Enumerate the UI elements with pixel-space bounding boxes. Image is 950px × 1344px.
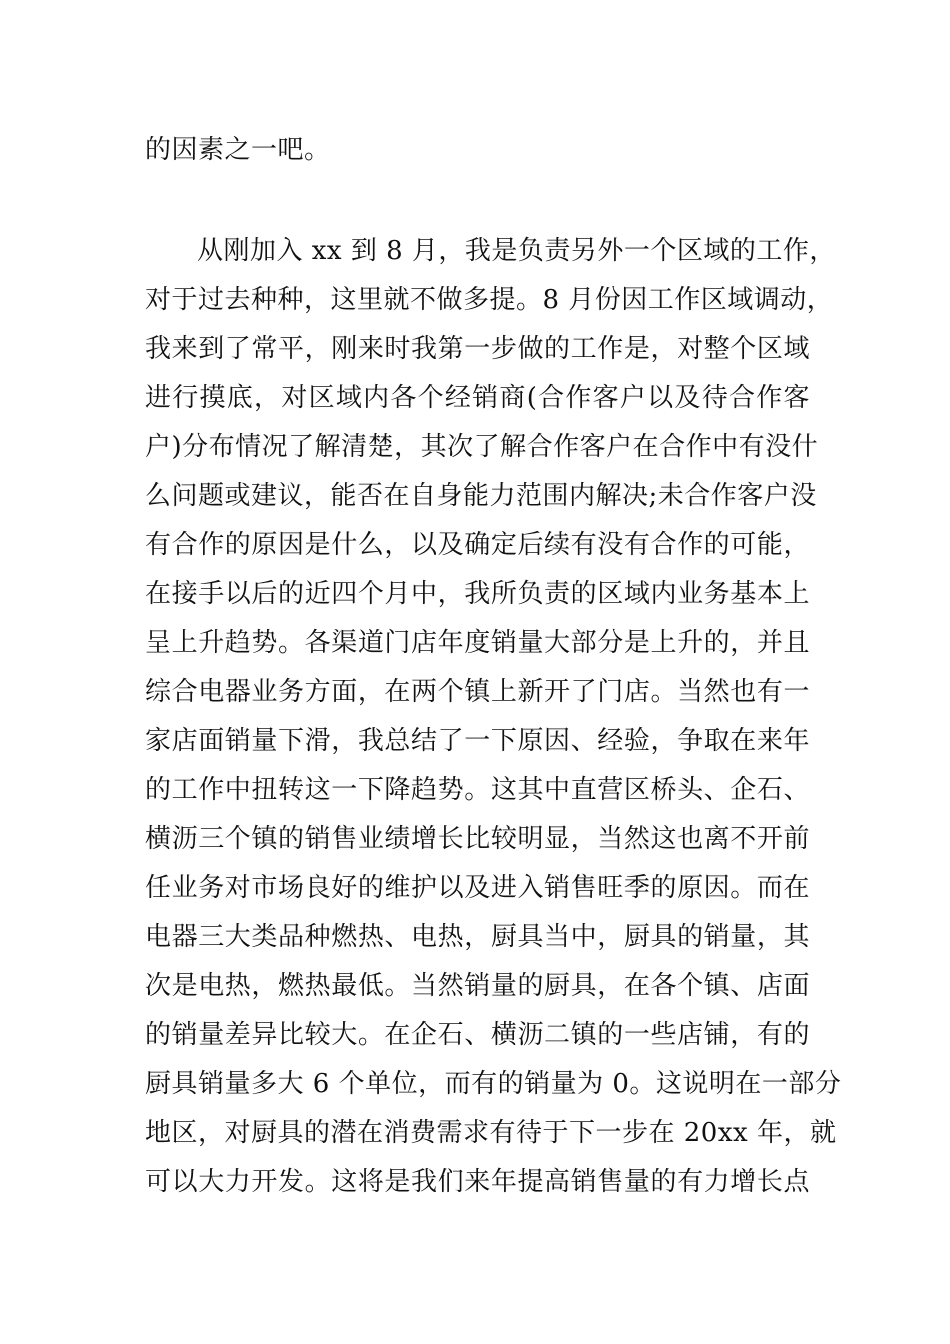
- text-line-1: 的因素之一吧。: [145, 135, 331, 165]
- text-line-12: 家店面销量下滑，我总结了一下原因、经验，争取在来年: [145, 726, 810, 756]
- text-line-2: 从刚加入 xx 到 8 月，我是负责另外一个区域的工作，: [197, 236, 836, 266]
- text-line-3: 对于过去种种，这里就不做多提。8 月份因工作区域调动，: [145, 285, 834, 315]
- text-line-19: 厨具销量多大 6 个单位，而有的销量为 0。这说明在一部分: [145, 1069, 842, 1099]
- text-line-15: 任业务对市场良好的维护以及进入销售旺季的原因。而在: [145, 873, 810, 903]
- text-line-18: 的销量差异比较大。在企石、横沥二镇的一些店铺，有的: [145, 1020, 810, 1050]
- text-line-8: 有合作的原因是什么，以及确定后续有没有合作的可能，: [145, 530, 810, 560]
- text-line-20: 地区，对厨具的潜在消费需求有待于下一步在 20xx 年，就: [145, 1118, 837, 1148]
- text-line-17: 次是电热，燃热最低。当然销量的厨具，在各个镇、店面: [145, 971, 810, 1001]
- text-line-14: 横沥三个镇的销售业绩增长比较明显，当然这也离不开前: [145, 824, 810, 854]
- text-line-4: 我来到了常平，刚来时我第一步做的工作是，对整个区域: [145, 334, 810, 364]
- text-line-16: 电器三大类品种燃热、电热，厨具当中，厨具的销量，其: [145, 922, 810, 952]
- text-line-11: 综合电器业务方面，在两个镇上新开了门店。当然也有一: [145, 677, 810, 707]
- text-line-9: 在接手以后的近四个月中，我所负责的区域内业务基本上: [145, 579, 810, 609]
- text-line-7: 么问题或建议，能否在自身能力范围内解决;未合作客户没: [145, 481, 817, 511]
- text-line-6: 户)分布情况了解清楚，其次了解合作客户在合作中有没什: [145, 432, 819, 462]
- text-line-10: 呈上升趋势。各渠道门店年度销量大部分是上升的，并且: [145, 628, 810, 658]
- text-line-5: 进行摸底，对区域内各个经销商(合作客户以及待合作客: [145, 383, 810, 413]
- text-line-13: 的工作中扭转这一下降趋势。这其中直营区桥头、企石、: [145, 775, 810, 805]
- text-line-21: 可以大力开发。这将是我们来年提高销售量的有力增长点: [145, 1167, 810, 1197]
